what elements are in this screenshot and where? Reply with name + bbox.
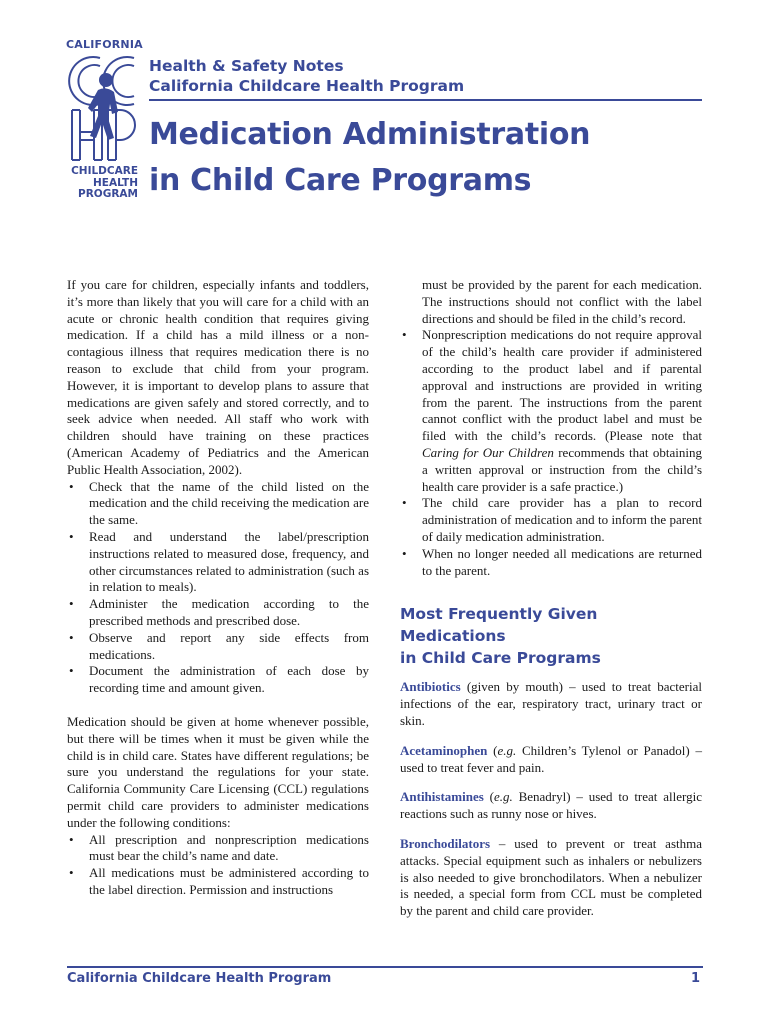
book-title: Caring for Our Children (422, 444, 554, 460)
medication-bronchodilators: Bronchodilators – used to prevent or treat asthma attacks. Special equipment such as inhalers or nebulizers is also needed to give bronchodilators. When a nebulizer is needed, a special form from CCL must be completed by the parent and child care provider. (400, 835, 702, 919)
medication-antibiotics: Antibiotics (given by mouth) – used to treat bacterial infections of the ear, respiratory tract, urinary tract or skin. (400, 679, 702, 728)
list-item: • The child care provider has a plan to record administration of medication and to inform the parent of daily medication administration. (400, 495, 702, 545)
list-item: • Read and understand the label/prescription instructions related to measured dose, frequency, and other circumstances related to administration (such as in relation to meals). (67, 529, 369, 596)
list-item: • All medications must be administered according to the label direction. Permission and instructions (67, 865, 369, 899)
org-name: California Childcare Health Program (149, 77, 465, 95)
list-item: • Observe and report any side effects from medications. (67, 630, 369, 664)
list-item: • Nonprescription medications do not require approval of the child’s health care provider if administered according to the product label and if parental approval and instructions are provided in writing from the parent. The instructions from the parent cannot conflict with the product label and must be filed with the child’s records. (Please note that Caring for Our Children recommends that obtaining a written approval or instruction from the child’s health care provider is a safe practice.) (400, 327, 702, 495)
list-item: • All prescription and nonprescription medications must bear the child’s name and date. (67, 832, 369, 866)
medication-antihistamines: Antihistamines (e.g. Benadryl) – used to treat allergic reactions such as runny nose or hives. (400, 789, 702, 822)
section-title: Most Frequently Given Medications in Child Care Programs (400, 605, 601, 668)
regulations-paragraph: Medication should be given at home whenever possible, but there will be times when it must be given while the child is in child care. States have different regulations; be sure you understand the regulations for your state. California Community Care Licensing (CCL) regulations permit child care providers to administer medications under the following conditions: (67, 713, 369, 830)
logo-top-text: CALIFORNIA (66, 38, 143, 51)
list-item: • When no longer needed all medications are returned to the parent. (400, 546, 702, 580)
conditions-list (67, 832, 369, 899)
list-item: • Check that the name of the child listed on the medication and the child receiving the medication are the same. (67, 479, 369, 529)
cchp-logo (66, 38, 143, 206)
right-column (400, 277, 702, 933)
page-title: Medication Administration in Child Care Programs (149, 117, 591, 198)
footer-org: California Childcare Health Program (67, 971, 332, 986)
footer-divider (67, 966, 703, 968)
medication-acetaminophen: Acetaminophen (e.g. Children’s Tylenol or Panadol) – used to treat fever and pain. (400, 742, 702, 775)
intro-paragraph: If you care for children, especially infants and toddlers, it’s more than likely that you will care for a child with an acute or chronic health condition that requires giving medication. If a child has a mild illness or a non-contagious illness that requires medication there is no reason to exclude that child from your program. However, it is important to develop plans to assure that medications are given safely and stored correctly, and to seek advice when needed. All staff who work with children should have training on these practices (American Academy of Pediatrics and the American Public Health Association, 2002). (67, 277, 369, 477)
list-item: • Administer the medication according to the prescribed methods and prescribed dose. (67, 596, 369, 630)
logo-graphic (68, 52, 138, 164)
page-number: 1 (690, 971, 700, 986)
conditions-list-continued (400, 327, 702, 579)
practice-list (67, 479, 369, 697)
series-name: Health & Safety Notes (149, 57, 344, 75)
continued-text: must be provided by the parent for each medication. The instructions should not conflict with the label directions and should be filed in the child’s record. (422, 277, 702, 326)
header-divider (149, 99, 702, 101)
header-subtitle (149, 56, 464, 96)
left-column (67, 277, 369, 899)
logo-bottom-text: CHILDCARE HEALTH PROGRAM (71, 165, 138, 200)
list-item: • Document the administration of each dose by recording time and amount given. (67, 663, 369, 697)
